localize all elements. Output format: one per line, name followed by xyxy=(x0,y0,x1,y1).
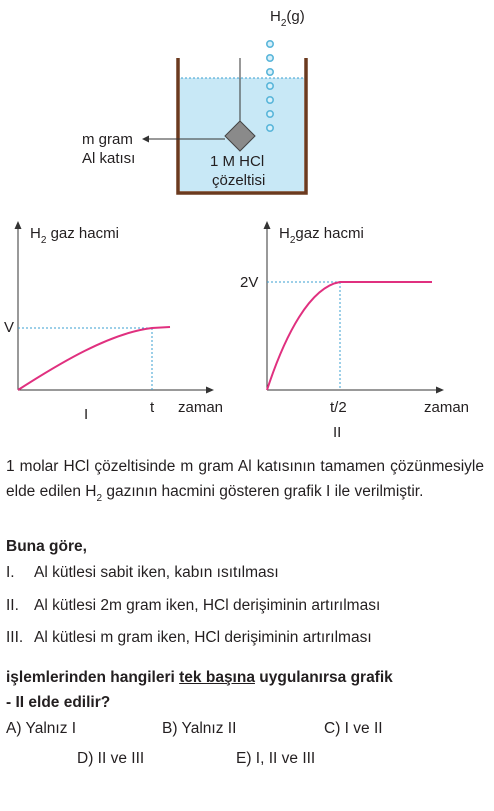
graph-2-ylabel xyxy=(279,225,364,245)
solid-label-line1: m gram xyxy=(82,131,133,148)
graph-2-ytick: 2V xyxy=(240,274,259,291)
question-lead: Buna göre, xyxy=(6,538,87,555)
statement-text: Al kütlesi m gram iken, HCl derişiminin artırılması xyxy=(34,629,372,646)
statement-text: Al kütlesi 2m gram iken, HCl derişiminin artırılması xyxy=(34,597,381,614)
graph-2-ylabel-symbol: H xyxy=(279,225,290,242)
statement-number: II. xyxy=(6,597,19,614)
statement-item-2 xyxy=(6,596,380,616)
question-ask-end: uygulanırsa grafik xyxy=(254,669,393,686)
graph-2-xtick: t/2 xyxy=(330,399,347,416)
gas-label-symbol: H xyxy=(270,8,281,25)
question-ask-line1 xyxy=(6,668,393,688)
graph-1-y-arrow xyxy=(15,221,22,229)
graph-1-ylabel-subscript: 2 xyxy=(40,235,47,246)
solution-label-line1: 1 M HCl xyxy=(210,153,265,170)
statement-item-3 xyxy=(6,628,372,648)
option-b[interactable]: B) Yalnız II xyxy=(162,720,237,737)
option-c[interactable]: C) I ve II xyxy=(324,720,383,737)
gas-label-subscript: 2 xyxy=(280,18,287,29)
gas-label-state: (g) xyxy=(286,8,305,25)
option-d[interactable]: D) II ve III xyxy=(77,750,145,767)
graph-2-x-arrow xyxy=(436,387,444,394)
graph-1-xlabel: zaman xyxy=(178,399,224,416)
question-stem xyxy=(6,454,484,506)
graph-1-x-arrow xyxy=(206,387,214,394)
graph-1-curve xyxy=(18,327,170,390)
graph-1-roman: I xyxy=(84,406,89,423)
question-ask-underlined: tek başına xyxy=(179,669,255,686)
statement-text: Al kütlesi sabit iken, kabın ısıtılması xyxy=(34,564,279,581)
graph-1-ylabel xyxy=(30,225,119,245)
question-stem-start: 1 molar HCl çözeltisinde m gram Al katısının tamamen çözünmesiyle elde edilen H xyxy=(6,458,484,500)
question-stem-end: gazının hacmini gösteren grafik I ile verilmiştir. xyxy=(102,483,424,500)
graph-2-xlabel: zaman xyxy=(424,399,470,416)
statement-item-1 xyxy=(6,563,279,583)
option-a[interactable]: A) Yalnız I xyxy=(6,720,77,737)
question-stem-subscript: 2 xyxy=(96,493,103,504)
option-e[interactable]: E) I, II ve III xyxy=(236,750,316,767)
graph-2-ylabel-text: gaz hacmi xyxy=(295,225,364,242)
question-ask-start: işlemlerinden hangileri xyxy=(6,669,180,686)
statement-number: III. xyxy=(6,629,24,646)
question-ask-line2: - II elde edilir? xyxy=(6,694,111,711)
graph-2-curve xyxy=(267,282,432,390)
graph-1-ytick: V xyxy=(4,319,15,336)
statement-number: I. xyxy=(6,564,15,581)
graph-1-ylabel-text: gaz hacmi xyxy=(46,225,119,242)
graph-1-ylabel-symbol: H xyxy=(30,225,41,242)
graph-2-ylabel-subscript: 2 xyxy=(289,235,296,246)
solid-label-line2: Al katısı xyxy=(82,150,136,167)
gas-label xyxy=(270,8,305,28)
graph-1-xtick: t xyxy=(150,399,155,416)
graph-2-y-arrow xyxy=(264,221,271,229)
solution-label-line2: çözeltisi xyxy=(212,172,266,189)
label-arrowhead xyxy=(142,136,149,143)
graph-2-roman: II xyxy=(333,424,342,441)
